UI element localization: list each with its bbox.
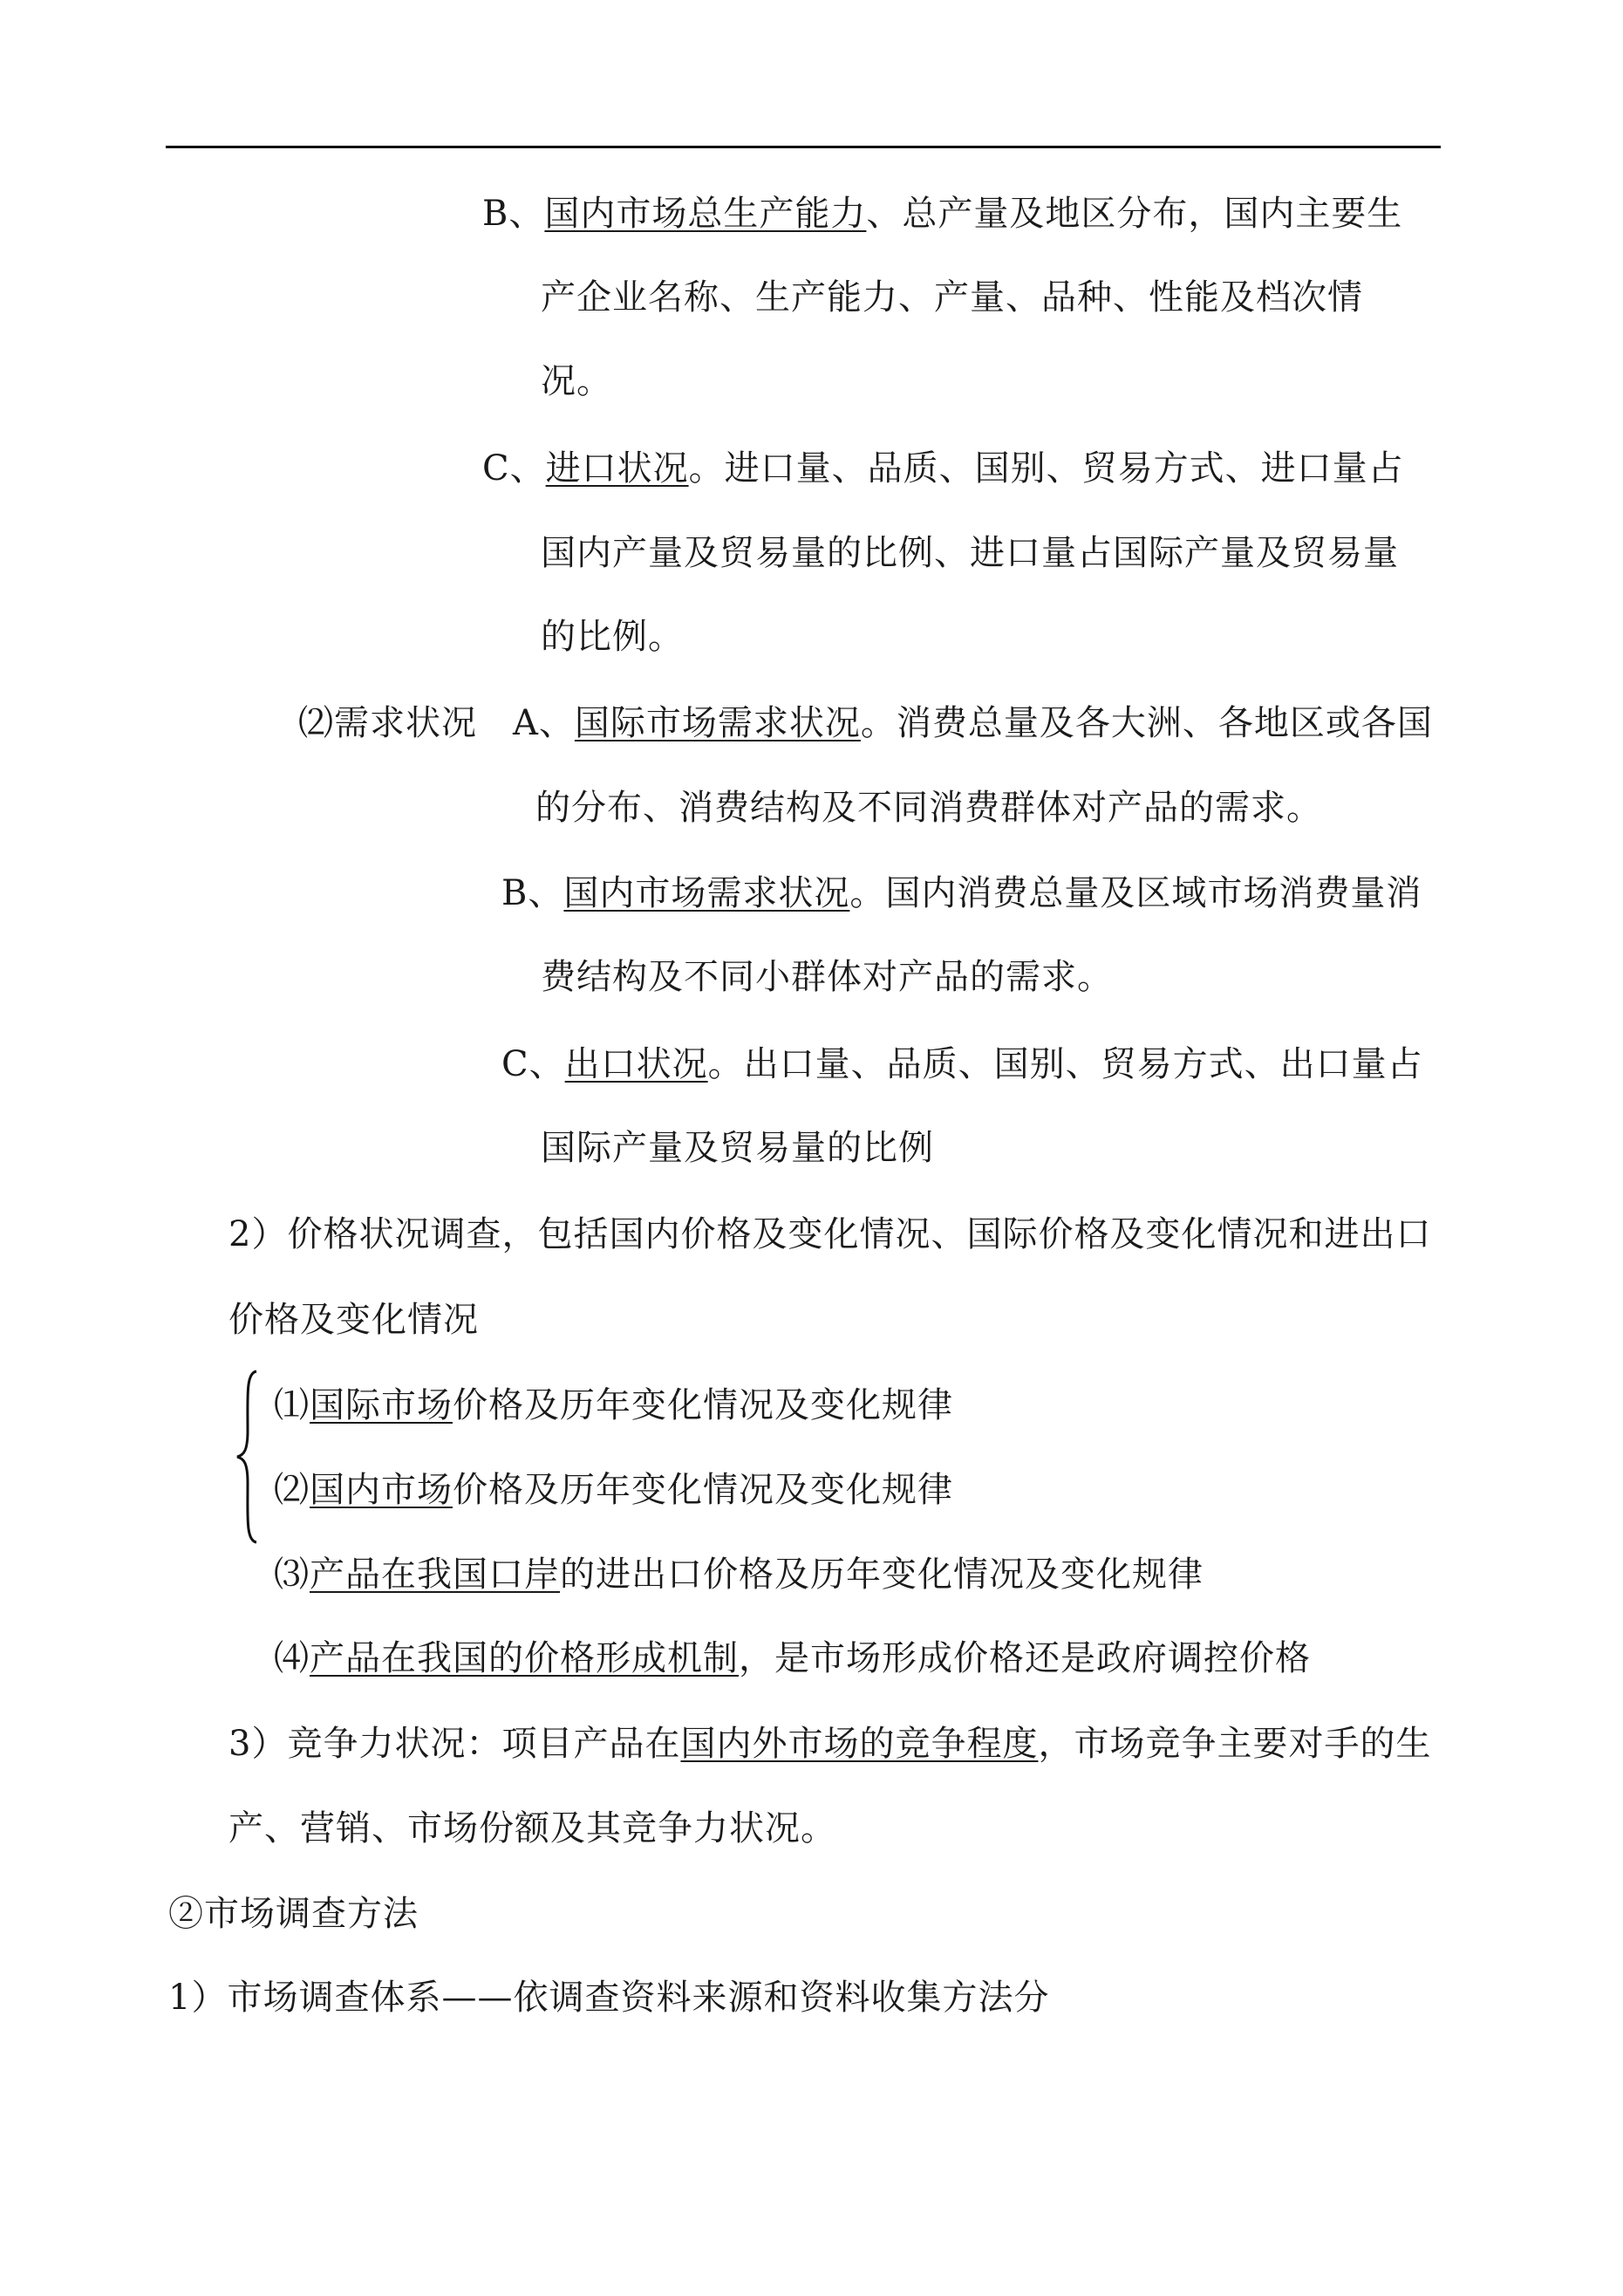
text-line	[541, 1127, 934, 1169]
text-line	[274, 1384, 953, 1426]
line-text: 的进出口价格及历年变化情况及变化规律	[560, 1555, 1204, 1595]
curly-brace	[235, 1370, 262, 1544]
text-line	[274, 1554, 1204, 1596]
underlined-term: 出口状况	[564, 1044, 708, 1084]
text-line	[228, 1299, 479, 1341]
text-line	[541, 956, 1113, 998]
text-line	[501, 872, 1422, 914]
text-line	[541, 360, 612, 402]
underlined-term: 国内外市场的竞争程度	[680, 1724, 1039, 1764]
text-line	[168, 1977, 1049, 2019]
line-text: 。进口量、品质、国别、贸易方式、进口量占	[688, 448, 1404, 489]
line-text: 国内产量及贸易量的比例、进口量占国际产量及贸易量	[541, 533, 1399, 573]
text-line	[482, 193, 1402, 235]
section-heading	[168, 1893, 419, 1935]
text-line	[541, 277, 1363, 318]
item-prefix: B、	[482, 194, 545, 234]
item-prefix: 3）竞争力状况：项目产品在	[228, 1724, 681, 1764]
line-text: ②市场调查方法	[168, 1894, 419, 1934]
line-text: 2）价格状况调查，包括国内价格及变化情况、国际价格及变化情况和进出口	[228, 1214, 1432, 1254]
underlined-term: 国际市场	[310, 1385, 453, 1425]
text-line	[501, 1043, 1423, 1085]
line-text: 产、营销、市场份额及其竞争力状况。	[228, 1808, 836, 1848]
text-line	[274, 1637, 1311, 1679]
text-line	[228, 1213, 1431, 1255]
line-text: 费结构及不同小群体对产品的需求。	[541, 957, 1113, 997]
line-text: 。消费总量及各大洲、各地区或各国	[860, 703, 1433, 743]
header-rule	[166, 146, 1441, 148]
item-prefix: B、	[501, 873, 564, 913]
line-text: ，市场竞争主要对手的生	[1038, 1724, 1432, 1764]
text-line	[274, 1469, 953, 1511]
line-text: 的分布、消费结构及不同消费群体对产品的需求。	[535, 788, 1322, 828]
line-text: 况。	[541, 361, 612, 401]
item-prefix: C、	[482, 448, 546, 489]
line-text: 的比例。	[541, 617, 684, 657]
line-text: ，是市场形成价格还是政府调控价格	[739, 1638, 1311, 1678]
underlined-term: 国内市场总生产能力	[544, 194, 867, 234]
text-line	[298, 702, 1433, 744]
item-prefix: ⑵需求状况 A、	[298, 703, 575, 743]
underlined-term: 进口状况	[545, 448, 689, 489]
item-prefix: ⑵	[274, 1470, 310, 1510]
text-line	[228, 1807, 836, 1849]
item-prefix: ⑴	[274, 1385, 310, 1425]
line-text: 。出口量、品质、国别、贸易方式、出口量占	[707, 1044, 1423, 1084]
item-prefix: C、	[501, 1044, 565, 1084]
underlined-term: 国内市场	[310, 1470, 453, 1510]
underlined-term: 国内市场需求状况	[563, 873, 850, 913]
line-text: 1）市场调查体系——依调查资料来源和资料收集方法分	[168, 1978, 1050, 2018]
item-prefix: ⑶	[274, 1555, 310, 1595]
line-text: 价格及历年变化情况及变化规律	[453, 1470, 953, 1510]
text-line	[541, 532, 1399, 574]
underlined-term: 国际市场需求状况	[574, 703, 861, 743]
line-text: 国际产量及贸易量的比例	[541, 1128, 934, 1168]
underlined-term: 产品在我国的价格形成机制	[310, 1638, 739, 1678]
line-text: 、总产量及地区分布，国内主要生	[866, 194, 1403, 234]
line-text: 。国内消费总量及区域市场消费量消	[849, 873, 1422, 913]
text-line	[482, 448, 1404, 489]
line-text: 价格及历年变化情况及变化规律	[453, 1385, 953, 1425]
underlined-term: 产品在我国口岸	[310, 1555, 560, 1595]
item-prefix: ⑷	[274, 1638, 310, 1678]
line-text: 产企业名称、生产能力、产量、品种、性能及档次情	[541, 277, 1363, 318]
text-line	[228, 1723, 1431, 1765]
text-line	[541, 616, 684, 658]
line-text: 价格及变化情况	[228, 1300, 479, 1340]
text-line	[535, 787, 1322, 829]
